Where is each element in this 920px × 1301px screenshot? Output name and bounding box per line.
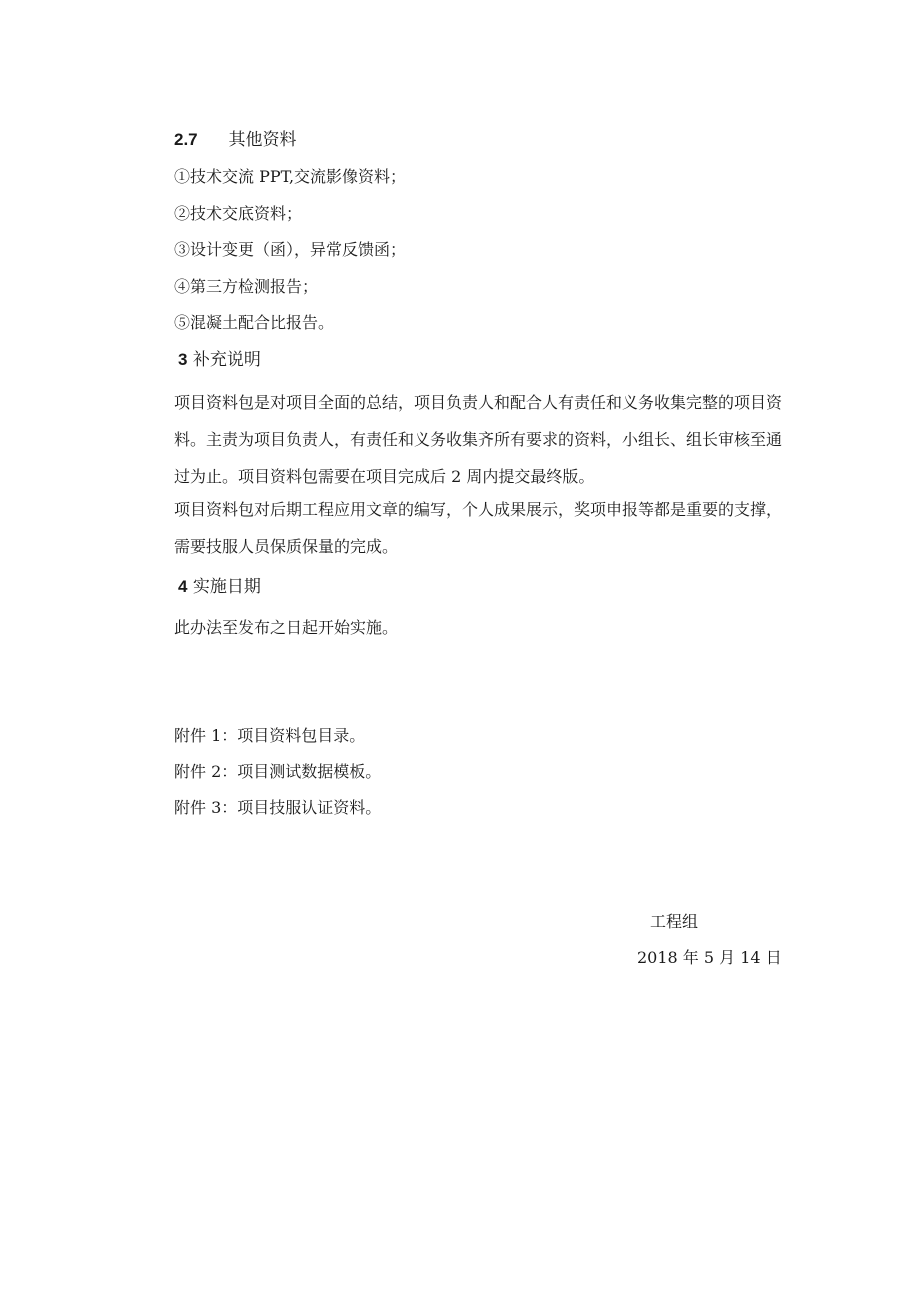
- section-3-paragraph-1: 项目资料包是对项目全面的总结，项目负责人和配合人有责任和义务收集完整的项目资料。主责为项目负责人，有责任和义务收集齐所有要求的资料，小组长、组长审核至通过为止。项目资料包需要在项目完成后 2 周内提交最终版。: [174, 393, 783, 486]
- signature-date: 2018 年 5 月 14 日: [637, 948, 782, 967]
- section-3-title: 补充说明: [192, 350, 261, 370]
- section-3-heading: [178, 350, 261, 370]
- list-item: ③设计变更（函），异常反馈函；: [174, 240, 407, 259]
- section-2-7-number: 2.7: [174, 130, 198, 149]
- list-item: ②技术交底资料；: [174, 204, 303, 223]
- signature-org: 工程组: [650, 912, 699, 931]
- section-2-7-title: 其他资料: [228, 130, 297, 150]
- attachment-item: 附件 3：项目技服认证资料。: [174, 798, 382, 817]
- section-4-text: 此办法至发布之日起开始实施。: [174, 618, 399, 637]
- list-item: ④第三方检测报告；: [174, 277, 319, 296]
- attachment-item: 附件 1：项目资料包目录。: [174, 726, 366, 745]
- section-2-7-heading: [174, 130, 296, 150]
- attachment-item: 附件 2：项目测试数据模板。: [174, 762, 382, 781]
- section-4-title: 实施日期: [192, 577, 261, 597]
- section-4-number: 4: [178, 577, 188, 596]
- list-item: ①技术交流 PPT,交流影像资料；: [174, 167, 407, 186]
- section-4-heading: [178, 577, 261, 597]
- section-3-paragraph-2: 项目资料包对后期工程应用文章的编写，个人成果展示，奖项申报等都是重要的支撑，需要技服人员保质保量的完成。: [174, 500, 783, 556]
- section-3-number: 3: [178, 350, 188, 369]
- list-item: ⑤混凝土配合比报告。: [174, 313, 335, 332]
